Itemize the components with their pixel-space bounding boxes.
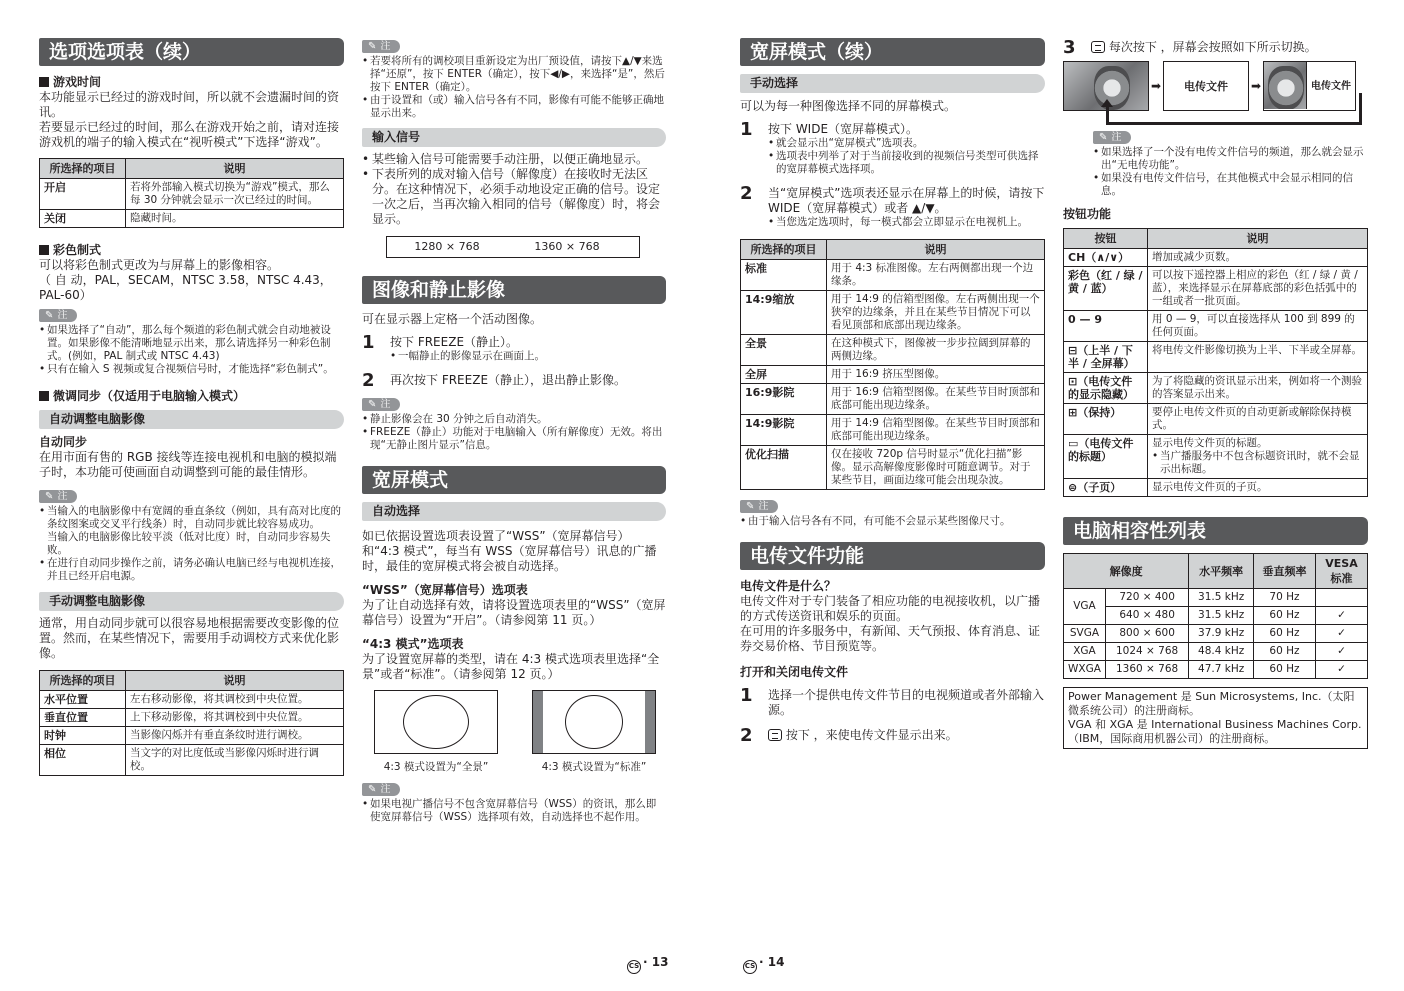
aspect-full-illustration: 4:3 模式设置为“全景”	[374, 690, 498, 775]
table-row: 16:9影院 用于 16:9 信箱型图像。在某些节目时顶部和底部可能出现边缘条。	[741, 384, 1045, 415]
game-time-p1: 本功能显示已经过的游戏时间，所以就不会遗漏时间的资讯。	[39, 90, 340, 119]
freeze-intro: 可在显示器上定格一个活动图像。	[362, 312, 543, 326]
teletext-step-3: 3 每次按下 ，屏幕会按照如下所示切换。	[1063, 37, 1317, 58]
table-row: VGA 720 × 400 31.5 kHz 70 Hz	[1064, 589, 1368, 607]
button-function-table: 按钮 说明 CH（∧/∨） 增加或减少页数。 彩色（红 / 绿 / 黄 / 蓝） 可以按下遥控器上相应的彩色（红 / 绿 / 黄 / 蓝），来选择显示在屏幕底部的彩色括弧中的一组或者一批页面。 0 — 9 用 0 — 9，可以直接选择从 100 到 899 的任何页面。 ⊟（上半 / 下半 / 全屏幕） 将电传文件影像切换为上半、下半或全屏幕。 ⊡（电传文件的显示隐藏） 为了将隐藏的资讯显示出来，例如将一个测验的答案显示出来。 ⊞（保持） 要停止电传文件页的自动更新或解除保持模式。 ▭（电传文件的标题） 显示电传文件页的标题。 • 当广播服务中不包含标题资讯时，就不会显示出标题。 ⊜（子页） 显示电传文件页的子页。	[1063, 228, 1368, 497]
auto-sync-text: 在用市面有售的 RGB 接线等连接电视机和电脑的模拟端子时，本功能可使画面自动调整到可能的最佳情形。	[39, 450, 337, 479]
cs-language-icon: CS	[743, 960, 757, 974]
teletext-button-icon	[768, 729, 782, 741]
color-system-p2: （ 自 动，PAL，SECAM，NTSC 3.58，NTSC 4.43，PAL-60）	[39, 273, 332, 302]
pc-compatibility-table: 解像度 水平频率 垂直频率 VESA 标准 VGA 720 × 400 31.5 kHz 70 Hz 640 × 480 31.5 kHz 60 Hz ✓ SVGA 800 × 600 37.9 kHz 60 Hz ✓ XGA 1024 × 768 48.4 kHz 60 Hz ✓ WXGA 1360 × 768 47.7 kHz 60 Hz ✓	[1063, 553, 1368, 679]
note-tag: ✎ 注	[740, 500, 778, 513]
color-system-p1: 可以将彩色制式更改为与屏幕上的影像相容。	[39, 258, 280, 272]
table-row: ⊞（保持） 要停止电传文件页的自动更新或解除保持模式。	[1064, 404, 1368, 435]
aspect-standard-illustration: 4:3 模式设置为“标准”	[532, 690, 656, 775]
manual-adjust-table: 所选择的项目 说明 水平位置 左右移动影像，将其调校到中央位置。 垂直位置 上下移动影像，将其调校到中央位置。 时钟 当影像闪烁并有垂直条纹时进行调校。 相位 当文字的对比度低或当影像闪烁时进行调校。	[39, 670, 344, 776]
game-time-p2: 若要显示已经过的时间，那么在游戏开始之前，请对连接游戏机的端子的输入模式在“视听模式”下选择“游戏”。	[39, 120, 340, 149]
section-title-teletext: 电传文件功能	[740, 542, 1045, 570]
note-tag: ✎ 注	[362, 398, 400, 411]
pencil-icon: ✎	[45, 491, 54, 502]
heading-auto-sync: 自动同步	[39, 435, 88, 449]
table-row: ▭（电传文件的标题） 显示电传文件页的标题。 • 当广播服务中不包含标题资讯时，就不会显示出标题。	[1064, 435, 1368, 479]
reset-notes: • 若要将所有的调校项目重新设定为出厂预设值，请按下▲/▼来选择“还原”，按下 ENTER（确定），按下◀/▶，来选择“是”，然后按下 ENTER（确定）。 • 由于设置和（或）输入信号各有不同，影像有可能不能够正确地显示出来。	[362, 55, 666, 120]
table-row: 水平位置 左右移动影像，将其调校到中央位置。	[40, 691, 344, 709]
note-tag: ✎ 注	[362, 783, 400, 796]
bar-auto-select: 自动选择	[362, 502, 666, 521]
top-bottom-full-icon: ⊟	[1068, 344, 1078, 357]
arrow-right-icon: ➡	[1150, 78, 1162, 93]
table-row: XGA 1024 × 768 48.4 kHz 60 Hz ✓	[1064, 643, 1368, 661]
table-row: ⊟（上半 / 下半 / 全屏幕） 将电传文件影像切换为上半、下半或全屏幕。	[1064, 342, 1368, 373]
teletext-box: 电传文件	[1163, 61, 1249, 111]
pencil-icon: ✎	[45, 310, 54, 321]
section-title-freeze: 图像和静止影像	[362, 276, 666, 304]
wide-notes: • 如果电视广播信号不包含宽屏幕信号（WSS）的资讯，那么即使宽屏幕信号（WSS）选择项有效，自动选择也不起作用。	[362, 798, 666, 824]
page14-column-left	[740, 38, 1045, 746]
table-row: SVGA 800 × 600 37.9 kHz 60 Hz ✓	[1064, 625, 1368, 643]
heading-fine-sync: 微调同步（仅适用于电脑输入模式）	[39, 388, 344, 404]
table-row: 全景 在这种模式下，图像被一步步拉阔到屏幕的两侧边缘。	[741, 335, 1045, 366]
mode43-text: 为了设置宽屏幕的类型，请在 4:3 模式选项表里选择“全景”或者“标准”。（请参阅第 12 页。）	[362, 652, 660, 681]
heading-game-time: 游戏时间	[39, 74, 344, 90]
section-title-wide: 宽屏模式	[362, 466, 666, 494]
table-row: 彩色（红 / 绿 / 黄 / 蓝） 可以按下遥控器上相应的彩色（红 / 绿 / 黄 / 蓝），来选择显示在屏幕底部的彩色括弧中的一组或者一批页面。	[1064, 267, 1368, 311]
bar-manual-adjust: 手动调整电脑影像	[39, 592, 344, 611]
teletext-notes: • 如果选择了一个没有电传文件信号的频道，那么就会显示出“无电传功能”。 • 如果没有电传文件信号，在其他模式中会显示相同的信息。	[1093, 146, 1368, 198]
heading-what-is-teletext: 电传文件是什么？	[740, 579, 837, 593]
table-row: 垂直位置 上下移动影像，将其调校到中央位置。	[40, 709, 344, 727]
manual-adjust-text: 通常，用自动同步就可以很容易地根据需要改变影像的位置。然而，在某些情况下，需要用手动调校方式来优化影像。	[39, 616, 340, 660]
teletext-button-icon	[1091, 41, 1105, 53]
note-tag: ✎ 注	[39, 309, 77, 322]
heading-color-system: 彩色制式	[39, 242, 344, 258]
note-tag: ✎ 注	[362, 40, 400, 53]
bar-auto-adjust: 自动调整电脑影像	[39, 410, 344, 429]
trademark-box: Power Management 是 Sun Microsystems, Inc.（太阳微系统公司）的注册商标。 VGA 和 XGA 是 International Business Machines Corp.（IBM，国际商用机器公司）的注册商标。	[1063, 687, 1368, 749]
table-row: WXGA 1360 × 768 47.7 kHz 60 Hz ✓	[1064, 661, 1368, 679]
tv-image-lion	[1264, 62, 1307, 109]
wss-text: 为了让自动选择有效，请将设置选项表里的“WSS”（宽屏幕信号）设置为“开启”。（请参阅第 11 页。）	[362, 598, 666, 627]
table-row: CH（∧/∨） 增加或减少页数。	[1064, 249, 1368, 267]
auto-select-text: 如已依据设置选项表设置了“WSS”（宽屏幕信号）和“4:3 模式”，每当有 WSS（宽屏幕信号）讯息的广播时，最佳的宽屏模式将会被自动选择。	[362, 529, 657, 573]
table-row: 14:9影院 用于 14:9 信箱型图像。在某些节目时顶部和底部可能出现边缘条。	[741, 415, 1045, 446]
wide-mode-table: 所选择的项目 说明 标准 用于 4:3 标准图像。左右两侧都出现一个边缘条。 14:9缩放 用于 14:9 的信箱型图像。左右两侧出现一个狭窄的边缘条，并且在某些节目情况下可以看见顶部和底部出现边缘条。 全景 在这种模式下，图像被一步步拉阔到屏幕的两侧边缘。 全屏 用于 16:9 挤压型图像。 16:9影院 用于 16:9 信箱型图像。在某些节目时顶部和底部可能出现边缘条。 14:9影院 用于 14:9 信箱型图像。在某些节目时顶部和底部可能出现边缘条。 优化扫描 仅在接收 720p 信号时显示“优化扫描”影像。显示高解像度影像时可随意调节。对于某些节目，画面边缘可能会出现杂波。	[740, 239, 1045, 490]
pencil-icon: ✎	[368, 399, 377, 410]
page13-column-right	[362, 38, 666, 824]
heading-43-mode: “4:3 模式”选项表	[362, 637, 464, 651]
game-time-table: 所选择的项目 说明 开启 若将外部输入模式切换为“游戏”模式，那么每 30 分钟就会显示一次已经过的时间。 关闭 隐藏时间。	[39, 158, 344, 228]
freeze-step-2: 2 再次按下 FREEZE（静止），退出静止影像。	[362, 370, 627, 391]
pencil-icon: ✎	[746, 501, 755, 512]
input-signal-bullets: • 某些输入信号可能需要手动注册，以便正确地显示。 • 下表所列的成对输入信号（解像度）在接收时无法区分。在这种情况下，必须手动地设定正确的信号。设定一次之后，当再次输入相同的信号（解像度）时，将会显示。	[362, 152, 666, 227]
arrow-right-icon: ➡	[1250, 78, 1262, 93]
hold-icon: ⊞	[1068, 406, 1078, 419]
pencil-icon: ✎	[1099, 132, 1108, 143]
subtitle-icon: ▭	[1068, 437, 1079, 450]
table-row: 全屏 用于 16:9 挤压型图像。	[741, 366, 1045, 384]
note-tag: ✎ 注	[1093, 131, 1131, 144]
note-tag: ✎ 注	[39, 490, 77, 503]
heading-teletext-onoff: 打开和关闭电传文件	[740, 665, 849, 679]
freeze-notes: • 静止影像会在 30 分钟之后自动消失。 • FREEZE（静止）功能对于电脑输入（所有解像度）无效。将出现“无静止图片显示”信息。	[362, 413, 666, 452]
auto-sync-notes: • 当输入的电脑影像中有宽阔的垂直条纹（例如，具有高对比度的条纹图案或交叉平行线条）时，自动同步就比较容易成功。 当输入的电脑影像比较平淡（低对比度）时，自动同步容易失败。 • 在进行自动同步操作之前，请务必确认电脑已经与电视机连接，并且已经开启电源。	[39, 505, 344, 583]
aspect-illustrations	[362, 690, 666, 775]
pencil-icon: ✎	[368, 41, 377, 52]
section-title-pc-compat: 电脑相容性列表	[1063, 517, 1368, 545]
freeze-step-1: 1 按下 FREEZE（静止）。 • 一幅静止的影像显示在画面上。	[362, 335, 666, 363]
table-row: 开启 若将外部输入模式切换为“游戏”模式，那么每 30 分钟就会显示一次已经过的时间。	[40, 179, 344, 210]
table-row: ⊡（电传文件的显示隐藏） 为了将隐藏的资讯显示出来，例如将一个测验的答案显示出来。	[1064, 373, 1368, 404]
teletext-step-2: 2 按下 ，来使电传文件显示出来。	[740, 725, 958, 746]
section-title-options-cont: 选项选项表（续）	[39, 38, 344, 66]
table-row: 0 — 9 用 0 — 9，可以直接选择从 100 到 899 的任何页面。	[1064, 311, 1368, 342]
color-system-notes: • 如果选择了“自动”，那么每个频道的彩色制式就会自动地被设置。如果影像不能清晰地显示出来，那么请选择另一种彩色制式。(例如，PAL 制式或 NTSC 4.43) • 只有在输入 S 视频或复合视频信号时，才能选择“彩色制式”。	[39, 324, 344, 376]
teletext-p1: 电传文件对于专门装备了相应功能的电视接收机，以广播的方式传送资讯和娱乐的页面。	[740, 594, 1041, 623]
pencil-icon: ✎	[368, 784, 377, 795]
cs-language-icon: CS	[627, 960, 641, 974]
reveal-icon: ⊡	[1068, 375, 1078, 388]
wide-step-2: 2 当“宽屏模式”选项表还显示在屏幕上的时候，请按下 WIDE（宽屏幕模式）或者 ▲/▼。 • 当您选定选项时，每一模式都会立即显示在电视机上。	[740, 186, 1045, 229]
bar-input-signal: 输入信号	[362, 128, 666, 147]
page13-column-left	[39, 38, 344, 776]
wide-manual-notes: • 由于输入信号各有不同，有可能不会显示某些图像尺寸。	[740, 515, 1045, 528]
teletext-box: 电传文件	[1311, 80, 1351, 92]
manual-select-intro: 可以为每一种图像选择不同的屏幕模式。	[740, 99, 957, 113]
heading-wss: “WSS”（宽屏幕信号）选项表	[362, 583, 528, 597]
resolution-pair-box: 1280 × 768 1360 × 768	[386, 236, 640, 258]
teletext-p2: 在可用的许多服务中，有新闻、天气预报、体育消息、证券交易价格、节目预览等。	[740, 624, 1041, 653]
heading-button-functions: 按钮功能	[1063, 207, 1112, 221]
table-row: 相位 当文字的对比度低或当影像闪烁时进行调校。	[40, 745, 344, 776]
table-row: 时钟 当影像闪烁并有垂直条纹时进行调校。	[40, 727, 344, 745]
table-row: 标准 用于 4:3 标准图像。左右两侧都出现一个边缘条。	[741, 260, 1045, 291]
page-number-14: CS · 14	[743, 955, 784, 974]
page14-column-right	[1063, 38, 1368, 749]
loop-back-arrow	[1106, 111, 1362, 127]
wide-step-1: 1 按下 WIDE（宽屏幕模式）。 • 就会显示出“宽屏模式”选项表。 • 选项表中列举了对于当前接收到的视频信号类型可供选择的宽屏幕模式选择项。	[740, 122, 1045, 176]
table-row: ⊜（子页） 显示电传文件页的子页。	[1064, 479, 1368, 497]
table-row: 优化扫描 仅在接收 720p 信号时显示“优化扫描”影像。显示高解像度影像时可随意调节。对于某些节目，画面边缘可能会出现杂波。	[741, 446, 1045, 490]
section-title-wide-cont: 宽屏模式（续）	[740, 38, 1045, 66]
bar-manual-select: 手动选择	[740, 74, 1045, 93]
table-row: 14:9缩放 用于 14:9 的信箱型图像。左右两侧出现一个狭窄的边缘条，并且在某些节目情况下可以看见顶部和底部出现边缘条。	[741, 291, 1045, 335]
table-row: 640 × 480 31.5 kHz 60 Hz ✓	[1064, 607, 1368, 625]
split-screen-box	[1263, 61, 1356, 111]
page-number-13: CS · 13	[627, 955, 668, 974]
table-row: 关闭 隐藏时间。	[40, 210, 344, 228]
subpage-icon: ⊜	[1068, 481, 1078, 494]
teletext-step-1: 1 选择一个提供电传文件节目的电视频道或者外部输入源。	[740, 685, 1045, 717]
